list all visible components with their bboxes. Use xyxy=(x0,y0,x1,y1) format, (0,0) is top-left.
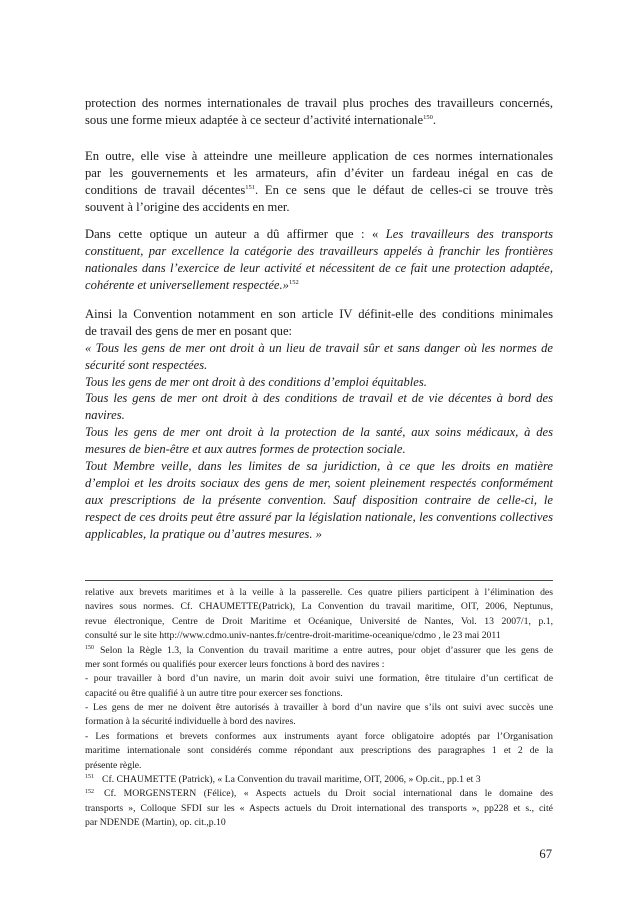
page-number: 67 xyxy=(539,847,552,861)
quote-line: aux prescriptions de la présente convention. Sauf disposition contraire de celle-ci, le xyxy=(85,492,553,507)
text-line: par les gouvernements et les armateurs, afin d’éviter un fardeau inégal en cas de xyxy=(85,165,553,180)
quote-line: Tous les gens de mer ont droit à des conditions de travail et de vie décentes à bord des xyxy=(85,391,553,406)
footnote-ref: 150 xyxy=(423,113,433,121)
footnote-line: maritime internationale sont considérés comme répondant aux prescriptions des paragraphes 1 et 2 de la xyxy=(85,745,553,757)
text-line: Ainsi la Convention notamment en son article IV définit-elle des conditions minimales xyxy=(85,307,553,321)
text-line: protection des normes internationales de travail plus proches des travailleurs concernés, xyxy=(85,96,553,110)
quote-line: mesures de bien-être et aux autres formes de protection sociale. xyxy=(85,442,406,457)
footnote-150 xyxy=(85,644,553,773)
footnote-line: capacité ou être qualifié à un autre titre pour exercer ses fonctions. xyxy=(85,687,343,699)
footnote-line xyxy=(85,787,553,801)
body-paragraph xyxy=(85,226,553,294)
quote-line xyxy=(85,277,553,294)
quote-line: Tout Membre veille, dans les limites de sa juridiction, à ce que les droits en matière xyxy=(85,459,553,474)
quote-segment: Les travailleurs des transports xyxy=(385,227,553,241)
footnote-151 xyxy=(85,773,553,787)
body-paragraph xyxy=(85,306,553,542)
text-line: de travail des gens de mer en posant que: xyxy=(85,323,293,338)
footnotes xyxy=(85,586,553,830)
text-line xyxy=(85,112,553,129)
text-segment: Dans cette optique un auteur a dû affirmer que : « xyxy=(85,227,386,241)
quote-line: Tous les gens de mer ont droit à la protection de la santé, aux soins médicaux, à des xyxy=(85,425,553,440)
text-line: souvent à l’origine des accidents en mer. xyxy=(85,199,290,214)
footnote-line: - pour travailler à bord d’un navire, un marin doit avoir suivi une formation, être titulaire d’un certificat de xyxy=(85,673,553,685)
quote-line: sécurité sont respectées. xyxy=(85,357,208,372)
footnote-number: 150 xyxy=(85,645,94,651)
text-line xyxy=(85,226,553,243)
quote-line: constituent, par excellence la catégorie des travailleurs appelés à franchir les frontières xyxy=(85,243,553,258)
footnote-continued xyxy=(85,586,553,644)
footnote-line: consulté sur le site http://www.cdmo.univ-nantes.fr/centre-droit-maritime-oceanique/cdmo , le 23 mai 2011 xyxy=(85,630,501,642)
quote-line: navires. xyxy=(85,408,125,423)
footnote-line: par NDENDE (Martin), op. cit.,p.10 xyxy=(85,817,226,828)
quote-line: Tous les gens de mer ont droit à des conditions d’emploi équitables. xyxy=(85,374,427,389)
body-paragraph xyxy=(85,95,553,129)
text-line: En outre, elle vise à atteindre une meilleure application de ces normes internationales xyxy=(85,149,553,163)
text-line xyxy=(85,182,553,199)
text-segment: sous une forme mieux adaptée à ce secteur d’activité internationale xyxy=(85,112,424,127)
quote-line: d’emploi et les droits sociaux des gens de mer, soient pleinement respectés conformément xyxy=(85,475,553,490)
footnote-ref: 152 xyxy=(288,278,299,286)
footnote-line: transports », Colloque SFDI sur les « Aspects actuels du Droit international des transports », pp228 et s., cité xyxy=(85,802,553,814)
footnote-152 xyxy=(85,787,553,830)
footnote-line: revue électronique, Centre de Droit Maritime et Océanique, Université de Nantes, Vol. 13 2007/1, p.1, xyxy=(85,615,553,627)
footnote-text: Selon la Règle 1.3, la Convention du travail maritime a entre autres, pour objet d’assurer que les gens de xyxy=(100,644,553,656)
text-segment: . En ce sens que le défaut de celles-ci se trouve très xyxy=(254,182,554,197)
footnote-line xyxy=(85,773,553,787)
footnote-line: - Les formations et brevets conformes aux instruments ayant force obligatoire adoptés par l’Organisation xyxy=(85,730,553,742)
footnote-number: 151 xyxy=(85,774,94,781)
footnote-line: mer sont formés ou qualifiés pour exercer leurs fonctions à bord des navires : xyxy=(85,658,385,670)
quote-line: respect de ces droits peut être assuré par la législation nationale, les conventions collectives xyxy=(85,509,553,524)
quote-line: « Tous les gens de mer ont droit à un lieu de travail sûr et sans danger où les normes de xyxy=(85,340,553,355)
footnote-number: 152 xyxy=(85,788,94,795)
footnote-line xyxy=(85,644,553,658)
text-segment: . xyxy=(432,112,437,127)
quote-line: applicables, la pratique ou d’autres mesures. » xyxy=(85,526,322,541)
text-segment: conditions de travail décentes xyxy=(85,182,246,197)
body-paragraph xyxy=(85,148,553,216)
footnote-line: relative aux brevets maritimes et à la veille à la passerelle. Ces quatre piliers participent à l’élimination des xyxy=(85,587,553,598)
quote-segment: cohérente et universellement respectée.» xyxy=(85,277,289,292)
footnote-text: Cf. CHAUMETTE (Patrick), « La Convention du travail maritime, OIT, 2006, » Op.cit., pp.1 et 3 xyxy=(102,773,481,785)
footnote-separator xyxy=(85,580,553,581)
quote-line: nationales dans l’exercice de leur activité et nécessitent de ce fait une protection adaptée, xyxy=(85,260,553,275)
footnote-text: Cf. MORGENSTERN (Félice), « Aspects actuels du Droit social international dans le domaine des xyxy=(104,788,553,800)
footnote-line: formation à la sécurité individuelle à bord des navires. xyxy=(85,716,296,728)
footnote-line: présente règle. xyxy=(85,759,142,771)
footnote-ref: 151 xyxy=(245,183,255,191)
footnote-line: navires sous normes. Cf. CHAUMETTE(Patrick), La Convention du travail maritime, OIT, 2006, Neptunus, xyxy=(85,601,553,613)
footnote-line: - Les gens de mer ne doivent être autorisés à travailler à bord d’un navire que s’ils ont suivi avec succès une xyxy=(85,702,553,713)
